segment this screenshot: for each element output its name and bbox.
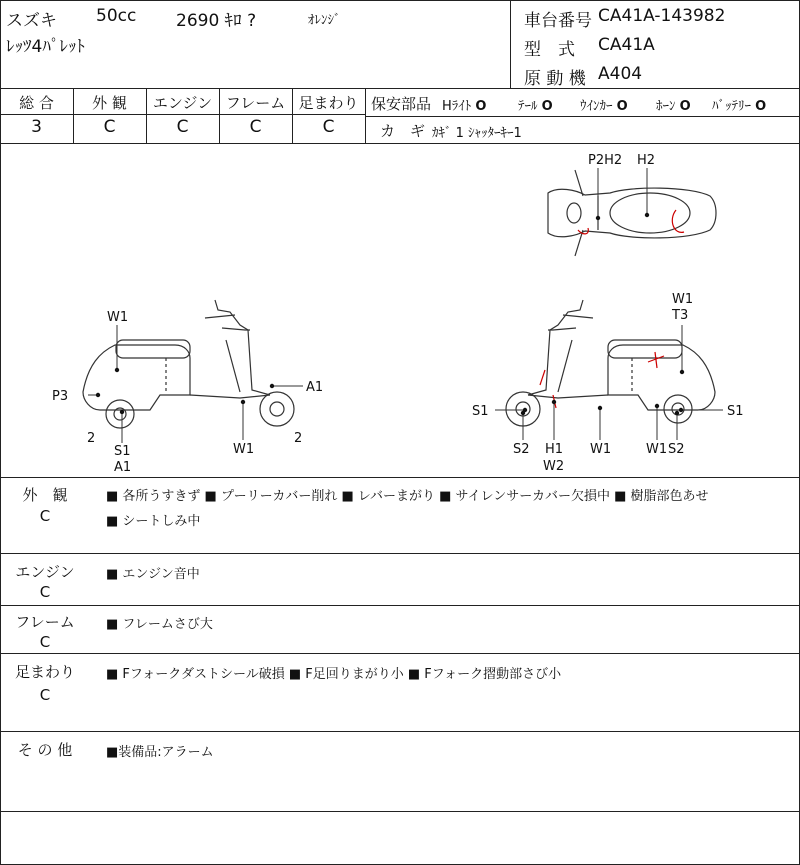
grade-engine: C [176,117,189,137]
remark-title-other: そ の 他 [17,741,73,759]
label-left-2b: 2 [294,431,303,446]
remark-title-suspension: 足まわり [14,663,75,681]
label-left-s1: S1 [114,444,131,459]
label-left-2a: 2 [87,431,96,446]
color: ｵﾚﾝｼﾞ [308,13,341,28]
grade-overall: 3 [31,117,42,137]
maker: スズキ [6,11,57,31]
label-right-s2: S2 [513,442,530,457]
label-right-h1: H1 [545,442,564,457]
remark-text-exterior-1: ■ 各所うすきず ■ プーリーカバー削れ ■ レバーまがり ■ サイレンサーカバー欠損中 ■ 樹脂部色あせ [106,489,709,504]
type-label: 型 式 [524,40,575,60]
label-left-p3: P3 [52,389,69,404]
remark-text-exterior-2: ■ シートしみ中 [106,514,201,529]
model-name: ﾚｯﾂ4ﾊﾟﾚｯﾄ [6,37,85,57]
remark-grade-exterior: C [39,507,51,525]
remark-grade-suspension: C [39,686,51,704]
remark-text-other: ■装備品:アラーム [106,745,214,760]
label-right-s1-right: S1 [727,404,744,419]
remark-text-engine: ■ エンジン音中 [106,567,200,582]
engine: A404 [598,64,643,84]
safety-item-horn: ﾎｰﾝ O [656,99,691,114]
label-right-w2: W2 [543,459,565,474]
remark-grade-frame: C [39,633,51,651]
engine-label: 原 動 機 [524,69,586,89]
key-label: カ ギ [380,122,426,140]
safety-item-headlight: Hﾗｲﾄ O [442,99,487,114]
remark-text-suspension: ■ Fフォークダストシール破損 ■ F足回りまがり小 ■ Fフォーク摺動部さび小 [106,667,562,682]
label-h2: H2 [637,153,656,168]
grade-frame: C [249,117,262,137]
label-right-s2b: S2 [668,442,685,457]
safety-item-tail: ﾃｰﾙ O [518,99,553,114]
label-right-w1: W1 [672,292,694,307]
remark-title-frame: フレーム [15,613,75,631]
key-value: ｶｷﾞ 1 ｼｬｯﾀｰｷｰ1 [432,126,522,141]
remark-text-frame: ■ フレームさび大 [106,617,213,632]
label-right-w1b: W1 [646,442,668,457]
label-left-w1b: W1 [233,442,255,457]
grade-header-suspension: 足まわり [298,94,359,112]
remark-grade-engine: C [39,583,51,601]
grade-header-engine: エンジン [152,94,213,112]
remark-title-engine: エンジン [15,563,75,581]
displacement: 50cc [96,6,137,26]
label-right-w1a: W1 [590,442,612,457]
safety-item-battery: ﾊﾞｯﾃﾘｰ O [712,99,767,114]
grade-header-exterior: 外 観 [92,94,127,112]
top-view-scooter [548,170,716,256]
remark-title-exterior: 外 観 [22,486,68,504]
safety-item-winker: ｳｲﾝｶｰ O [580,99,628,114]
frame-no: CA41A-143982 [598,6,726,26]
label-right-s1-left: S1 [472,404,489,419]
label-right-t3: T3 [672,308,689,323]
safety-label: 保安部品 [371,95,432,113]
label-p2h2: P2H2 [588,153,623,168]
frame-no-label: 車台番号 [524,11,592,31]
type: CA41A [598,35,655,55]
label-left-w1: W1 [107,310,129,325]
grade-exterior: C [103,117,116,137]
grade-suspension: C [322,117,335,137]
grade-header-frame: フレーム [225,94,286,112]
label-left-a1: A1 [306,380,324,395]
grade-header-overall: 総 合 [19,94,54,112]
label-left-a1b: A1 [114,460,132,475]
mileage: 2690 ｷﾛ ? [176,11,257,31]
